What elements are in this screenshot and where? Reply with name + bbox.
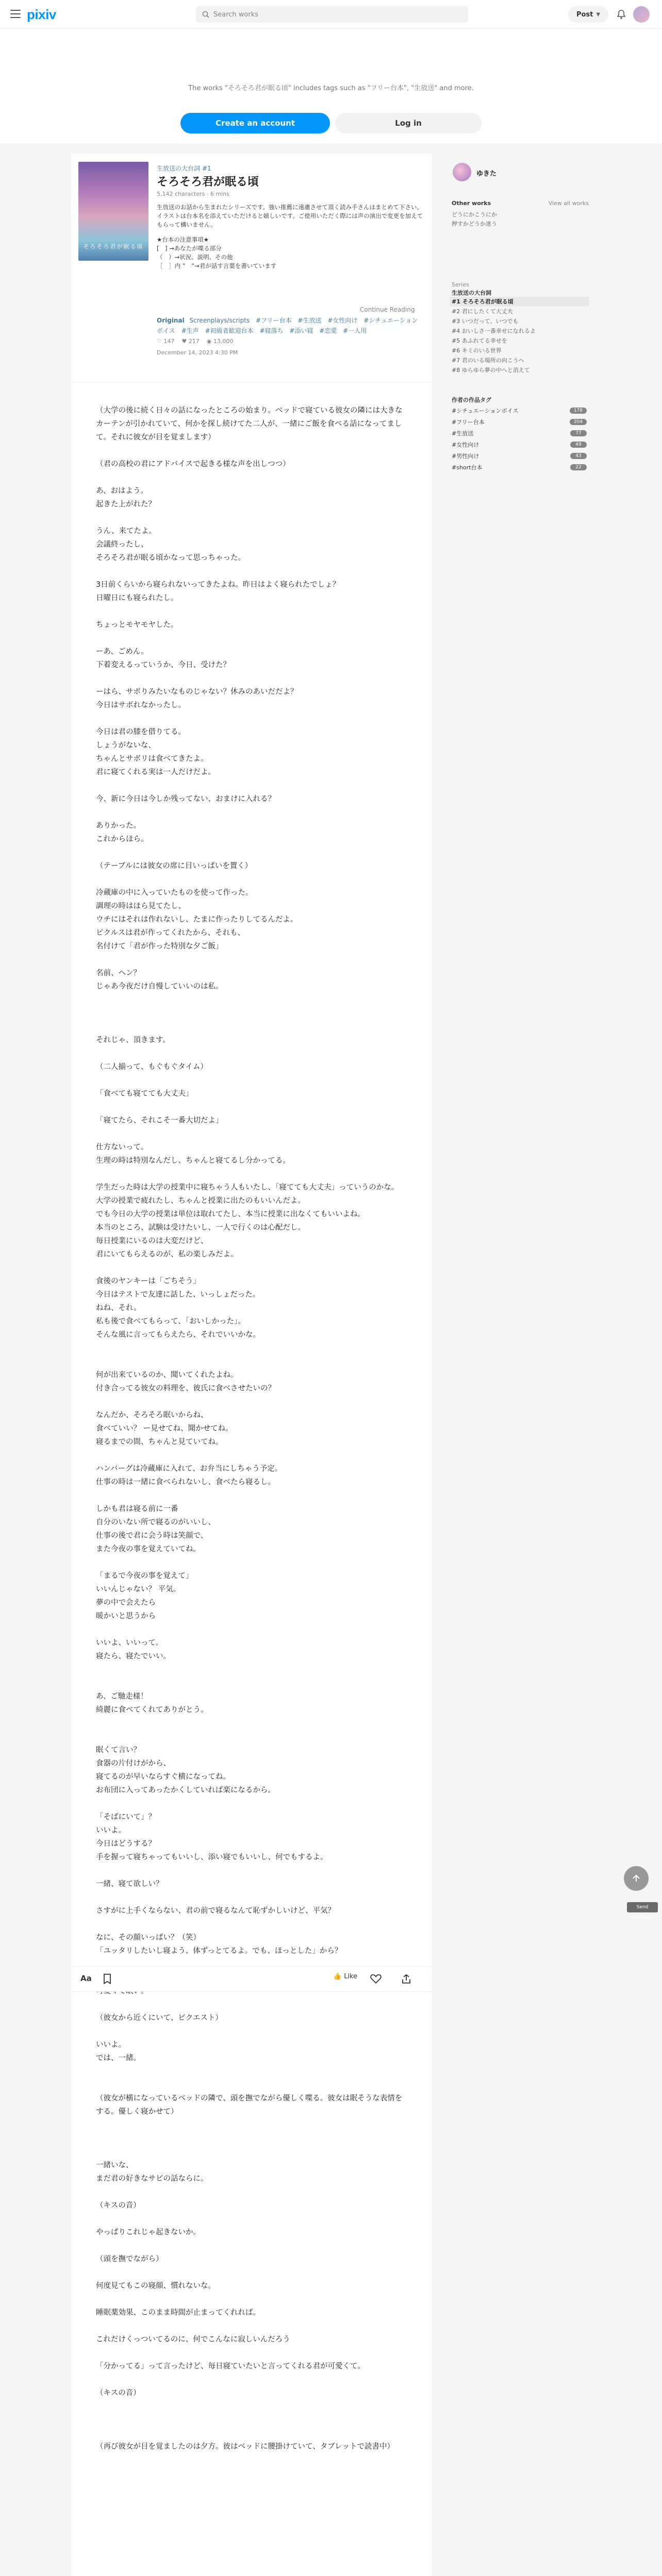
body-line: ハンバーグは冷蔵庫に入れて、お弁当にしちゃう予定。 xyxy=(96,1465,283,1473)
body-line: 今日はテストで友達に話した、いっしょだった。 xyxy=(96,1291,260,1299)
body-line xyxy=(96,2239,407,2252)
cover-image[interactable] xyxy=(78,162,148,261)
body-line: 今日はどうする？ xyxy=(96,1840,156,1848)
body-line: ちゃんとサボリは食べてきたよ。 xyxy=(96,755,208,763)
body-line: ーはら、サボりみたいなものじゃない？休みのあいだだよ？ xyxy=(96,688,298,696)
author-tag-name: #女性向け xyxy=(452,442,479,448)
body-line: 食べていい？ ー見せてね、聞かせてね。 xyxy=(96,1425,233,1433)
body-line: それじゃ、頂きます。 xyxy=(96,1036,170,1044)
author-tag-row[interactable] xyxy=(450,405,589,416)
body-line: （君の高校の君にアドバイスで起きる様な声を出しつつ） xyxy=(96,460,290,468)
author-tag-row[interactable] xyxy=(450,416,589,428)
other-work-link[interactable]: 押すかどうか迷う xyxy=(452,221,497,227)
chevron-down-icon: ▼ xyxy=(596,11,601,18)
view-count-value: 13,000 xyxy=(213,338,234,345)
body-line: いいよ、いいって。 xyxy=(96,1639,163,1647)
body-line xyxy=(96,1127,407,1141)
body-line xyxy=(96,511,407,524)
body-line xyxy=(96,873,407,886)
body-line: 食器の片付けがから、 xyxy=(96,1759,171,1768)
font-size-icon[interactable]: Aa xyxy=(80,1974,92,1983)
tag[interactable]: #シチュエーションボイス xyxy=(157,317,418,334)
tag[interactable]: Screenplays/scripts xyxy=(189,317,250,324)
episode-item[interactable]: #4 おいしさ一番幸せになれるよ xyxy=(452,328,536,334)
body-line: （彼女が横になっているベッドの隣で、頭を撫でながら優しく喋る。彼女は眠そうな表情をする。優しく寝かせて） xyxy=(96,2094,403,2116)
body-line: 仕事の時は一緒に食べられないし、食べたら寝るし。 xyxy=(96,1478,275,1486)
like-button[interactable] xyxy=(333,1973,357,1980)
post-label: Post xyxy=(576,10,593,19)
banner-text: The works "そろそろ君が眠る頃" includes tags such as "フリー台本", "生放送" and more. xyxy=(188,84,474,92)
body-line xyxy=(96,444,407,457)
search-icon xyxy=(202,11,209,18)
caption-line: ★台本の注意事項★ xyxy=(157,236,209,243)
body-line xyxy=(96,2346,407,2360)
body-line xyxy=(96,1717,407,1730)
author-tags-label: 作者の作品タグ xyxy=(452,397,491,403)
bell-icon[interactable] xyxy=(617,9,626,20)
body-line: 眠くて言い？ xyxy=(96,1746,141,1754)
body-line: ピクルスは君が作ってくれたから、それも、 xyxy=(96,929,245,937)
tag[interactable]: #寝落ち xyxy=(259,327,284,334)
tag-list xyxy=(157,315,424,336)
author-tag-row[interactable] xyxy=(450,439,589,450)
caption-line: [ ] →あなたが喋る部分 xyxy=(157,245,222,252)
body-line xyxy=(96,2293,407,2306)
body-line: 寝たら、寝たでいい。 xyxy=(96,1652,171,1660)
body-line xyxy=(96,2185,407,2199)
body-line: （彼女から近くにいて、ビクエスト） xyxy=(96,2014,223,2022)
body-line xyxy=(96,1676,407,1690)
author-tag-name: #short台本 xyxy=(452,464,483,471)
author-tag-name: #男性向け xyxy=(452,453,479,460)
body-line: （テーブルには彼女の席に目いっぱいを置く） xyxy=(96,862,253,870)
body-line: 何が出来ているのか、聞いてくれたよね。 xyxy=(96,1371,238,1379)
body-line: （頭を撫でながら） xyxy=(96,2255,163,2263)
body-line xyxy=(96,2119,407,2132)
caption-line: ［ ］内 ” ”→君が話す言葉を書いています xyxy=(157,262,277,269)
novel-body xyxy=(96,404,407,2453)
body-line: 何度見てもこの寝顔、慣れないな。 xyxy=(96,2282,216,2290)
body-line: 「食べても寝てても大丈夫」 xyxy=(96,1090,193,1098)
feedback-button[interactable]: Send feedback xyxy=(627,1902,658,1912)
view-count: ◉ 13,000 xyxy=(206,338,234,345)
body-line: ちょっとモヤモヤした。 xyxy=(96,621,178,629)
body-line xyxy=(96,1074,407,1087)
author-tag-list xyxy=(450,405,589,473)
body-line xyxy=(96,1864,407,1877)
body-line: 仕事の後で君に会う時は笑顔で、 xyxy=(96,1532,208,1540)
tag[interactable]: #生放送 xyxy=(297,317,322,324)
body-line: 学生だった時は大学の授業中に寝ちゃう人もいたし、「寝てても大丈夫」っていうのかな。 xyxy=(96,1183,399,1192)
body-line: 私も後で食べてもらって、「おいしかった」。 xyxy=(96,1317,245,1326)
create-account-button[interactable]: Create an account xyxy=(180,113,330,133)
author-name[interactable]: ゆきた xyxy=(476,170,497,178)
body-line: 君に寝てくれる実は一人だけだよ。 xyxy=(96,768,216,776)
body-line xyxy=(96,672,407,685)
body-line: 付き合ってる彼女の料理を、彼氏に食べさせたいの？ xyxy=(96,1384,275,1393)
episode-item[interactable]: #2 君にしたくて大丈夫 xyxy=(452,308,513,315)
author-tag-count: 77 xyxy=(570,430,587,436)
body-line xyxy=(96,712,407,725)
post-date: December 14, 2023 4:30 PM xyxy=(157,349,238,356)
body-line xyxy=(96,1167,407,1181)
body-line: 日曜日にも寝られたし。 xyxy=(96,594,178,602)
body-line: 暖かいと思うから xyxy=(96,1612,156,1620)
work-stats xyxy=(157,338,233,345)
episode-item[interactable]: #5 あふれてる幸せを xyxy=(452,337,507,344)
body-line xyxy=(96,2413,407,2427)
body-line xyxy=(96,1891,407,1904)
episode-item[interactable]: #7 君のいる場所の向こうへ xyxy=(452,357,524,364)
body-line xyxy=(96,779,407,792)
author-tag-count: 204 xyxy=(570,419,587,425)
body-line: 一緒、寝て欲しい？ xyxy=(96,1880,163,1888)
body-line xyxy=(96,993,407,1007)
body-line xyxy=(96,2065,407,2078)
body-line: 今日は君の膝を借りてる。 xyxy=(96,728,186,736)
body-line xyxy=(96,2078,407,2092)
body-line: （キスの音） xyxy=(96,2201,141,2210)
body-line: 「寝てたら、それこそ一番大切だよ」 xyxy=(96,1116,223,1125)
body-line: そんな風に言ってもらえたら、それでいいかな。 xyxy=(96,1331,260,1339)
body-line: （キスの音） xyxy=(96,2389,141,2397)
author-tag-row[interactable] xyxy=(450,450,589,462)
body-line: 冷蔵庫の中に入っていたものを使って作った。 xyxy=(96,889,253,897)
tag-original[interactable]: Original xyxy=(157,317,185,324)
body-line xyxy=(96,1261,407,1275)
body-line: 生理の時は特別なんだし、ちゃんと寝てるし分かってる。 xyxy=(96,1157,290,1165)
body-line xyxy=(96,1007,407,1020)
body-line: 名付けて「君が作った特別な夕ご飯」 xyxy=(96,942,223,951)
search-placeholder: Search works xyxy=(213,10,259,19)
body-line xyxy=(96,1918,407,1931)
episode-item[interactable]: #1 そろそろ君が眠る頃 xyxy=(450,297,589,307)
body-line: ーあ、ごめん。 xyxy=(96,648,148,656)
thumbs-up-icon: 👍 xyxy=(333,1973,342,1980)
body-line: 「まるで今夜の事を覚えて」 xyxy=(96,1572,193,1580)
body-line xyxy=(96,1556,407,1569)
body-line xyxy=(96,2373,407,2386)
view-all-link[interactable]: View all works xyxy=(548,200,589,207)
body-line: 睡眠薬効果、このまま時間が止まってくれれば。 xyxy=(96,2309,260,2317)
author-tag-name: #フリー台本 xyxy=(452,419,485,426)
body-line: では、一緒。 xyxy=(96,2054,141,2062)
episode-item[interactable]: #3 いつだって、いつでも xyxy=(452,318,519,325)
search-input[interactable] xyxy=(196,6,468,23)
cover-title: そろそろ君が眠る頃 xyxy=(83,243,144,250)
body-line xyxy=(96,2212,407,2226)
body-line: いいよ。 xyxy=(96,2041,126,2049)
pixiv-logo[interactable] xyxy=(27,5,56,24)
tag[interactable]: #女性向け xyxy=(327,317,358,324)
author-tag-row[interactable] xyxy=(450,428,589,439)
body-line: 食後のヤンキーは「ごちそう」 xyxy=(96,1277,201,1285)
body-line: お布団に入ってあったかくしていれば楽になるから。 xyxy=(96,1786,275,1794)
body-line xyxy=(96,2132,407,2145)
share-icon[interactable] xyxy=(401,1974,411,1984)
body-line xyxy=(96,1100,407,1114)
body-line xyxy=(96,2025,407,2038)
episode-item[interactable]: #8 ゆらゆら夢の中へと消えて xyxy=(452,367,530,374)
divider xyxy=(71,382,432,383)
body-line: 調理の時はほら見てたし、 xyxy=(96,902,186,910)
body-line: まだ君の好きなサビの話ならに。 xyxy=(96,2175,208,2183)
series-title[interactable]: 生放送の大台詞 xyxy=(452,290,491,296)
body-line xyxy=(96,806,407,819)
tag[interactable]: #恋愛 xyxy=(319,327,337,334)
like-label: Like xyxy=(344,1973,358,1980)
login-button[interactable]: Log in xyxy=(335,113,482,133)
heart-icon[interactable] xyxy=(370,1974,382,1984)
body-line: 3日前くらいから寝られないってきたよね。昨日はよく寝られたでしょ？ xyxy=(96,581,340,589)
body-line: しかも君は寝る前に一番 xyxy=(96,1505,178,1513)
user-avatar[interactable] xyxy=(633,6,650,23)
body-line: 今日はサボれなかったし。 xyxy=(96,701,186,709)
body-line: 名前、ヘン？ xyxy=(96,969,141,977)
body-line xyxy=(96,2427,407,2440)
continue-reading-link[interactable]: Continue Reading xyxy=(360,306,415,313)
author-tag-count: 178 xyxy=(570,408,587,414)
body-line: 一緒いな、 xyxy=(96,2161,134,2170)
body-line xyxy=(96,846,407,859)
post-button[interactable] xyxy=(568,6,608,23)
body-line: なんだか、そろそろ眠いからね、 xyxy=(96,1411,208,1419)
body-line: ありかった。 xyxy=(96,822,141,830)
other-works-label: Other works xyxy=(452,200,491,207)
author-tag-count: 49 xyxy=(570,442,587,448)
body-line: 寝るまでの間、ちゃんと見ていてね。 xyxy=(96,1438,223,1446)
body-line: 仕方ないって。 xyxy=(96,1143,148,1151)
caption-line: イラストは台本名を添えていただけると嬉しいです。ご使用いただく際には声の演出で変更を加えてもらって構いません。 xyxy=(157,212,423,228)
body-line: 本当のところ、試験は受けたいし、一人で行くのは心配だし。 xyxy=(96,1224,305,1232)
body-line: （大学の後に続く日々の話になったところの始まり。ベッドで寝ている彼女の隣には大きなカーテンが引かれていて、何かを探し続けてた二人が、一緒にご飯を食べる話になってまして。それに彼女が目を覚まします） xyxy=(96,406,403,442)
body-line: じゃあ今夜だけ自慢していいのは私。 xyxy=(96,982,223,991)
work-title: そろそろ君が眠る頃 xyxy=(157,176,259,189)
body-line xyxy=(96,1047,407,1060)
author-tag-name: #生放送 xyxy=(452,430,474,437)
body-line: 起きた上がれた？ xyxy=(96,500,156,509)
tag[interactable]: #一人用 xyxy=(343,327,367,334)
body-line: しょうがないな、 xyxy=(96,741,156,750)
body-line xyxy=(96,2400,407,2413)
body-line: でも今日の大学の授業は単位は取れてたし、本当に授業に出なくてもいいよね。 xyxy=(96,1210,365,1218)
author-tag-count: 22 xyxy=(570,464,587,470)
body-line xyxy=(96,1797,407,1810)
body-line: やっぱりこれじゃ起きないか。 xyxy=(96,2228,201,2236)
body-line xyxy=(96,605,407,618)
body-line: 手を握って寝ちゃってもいいし、添い寝でもいいし、何でもするよ。 xyxy=(96,1853,328,1861)
episode-item[interactable]: #6 キミのいる世界 xyxy=(452,347,502,354)
header xyxy=(0,0,662,29)
body-line xyxy=(96,2145,407,2159)
body-line xyxy=(96,1730,407,1743)
body-line xyxy=(96,1489,407,1502)
body-line: いいよ。 xyxy=(96,1826,126,1835)
body-line: 今、新に今日は今しか残ってない、おまけに入れる？ xyxy=(96,795,275,803)
body-line: 「分かってる」って言ったけど、毎日寝ていたいと言ってくれる君が可愛くて。 xyxy=(96,2362,365,2370)
menu-icon[interactable] xyxy=(10,10,21,18)
author-avatar[interactable] xyxy=(453,163,471,181)
body-line xyxy=(96,1449,407,1462)
body-line xyxy=(96,1623,407,1636)
body-line: また今夜の事を覚えていてね。 xyxy=(96,1545,201,1553)
body-line: 夢の中で会えたら xyxy=(96,1599,156,1607)
body-line: ねね、それ。 xyxy=(96,1304,141,1312)
body-line: うん、来てたよ。 xyxy=(96,527,156,535)
body-line: そろそろ君が眠る頃かなって思っちゃった。 xyxy=(96,554,245,562)
other-work-link[interactable]: どうにかこうにか xyxy=(452,211,497,218)
caption-line: 生放送のお話から生まれたシリーズです。強い推薦に遠慮させて頂く読み手さんはまとめて下さい。 xyxy=(157,204,423,211)
body-line: 毎日授業にいるのは大変だけど、 xyxy=(96,1237,208,1245)
body-line: （再び彼女が目を覚ましたのは夕方。彼はベッドに腰掛けていて、タブレットで読書中） xyxy=(96,2443,394,2451)
novel-card xyxy=(71,154,432,2576)
body-line: さすがに上手くならない、君の前で寝るなんて恥ずかしいけど、平気？ xyxy=(96,1907,335,1915)
tag[interactable]: #フリー台本 xyxy=(256,317,292,324)
like-count: ♡ 147 xyxy=(157,338,175,345)
body-line: これからほら。 xyxy=(96,835,148,843)
body-line: 会議終ったし、 xyxy=(96,540,148,549)
arrow-up-icon xyxy=(632,1874,641,1883)
body-line: 「ユッタリしたいし寝よう、体ずっとてるよ。でも、ほっとした」から？ xyxy=(96,1947,342,1955)
body-line: いいんじゃない？ 平気。 xyxy=(96,1585,181,1594)
body-line: 綺麗に食べてくれてありがとう。 xyxy=(96,1706,208,1714)
body-line: 自分のいない所で寝るのがいいし、 xyxy=(96,1518,216,1527)
signup-banner xyxy=(0,29,662,144)
author-tag-name: #シチュエーションボイス xyxy=(452,408,519,414)
body-line: あ、おはよう。 xyxy=(96,487,148,495)
tag[interactable]: #初級者歓迎台本 xyxy=(205,327,254,334)
work-caption xyxy=(157,203,424,270)
body-line xyxy=(96,565,407,578)
body-line xyxy=(96,471,407,484)
author-row[interactable] xyxy=(450,163,589,183)
body-line xyxy=(96,2319,407,2333)
caption-line: （ ）→状況、説明、その他 xyxy=(157,253,233,261)
body-line xyxy=(96,2266,407,2279)
bookmark-count-value: 217 xyxy=(188,338,200,345)
author-tag-count: 43 xyxy=(570,453,587,459)
work-meta: 5,142 characters · 6 mins xyxy=(157,191,229,197)
body-line: これだけくっついてるのに、何でこんなに寂しいんだろう xyxy=(96,2335,290,2344)
episode-list xyxy=(450,297,589,375)
body-line xyxy=(96,1020,407,1033)
body-line: （二人揃って、もぐもぐタイム） xyxy=(96,1063,208,1071)
body-line xyxy=(96,1998,407,2011)
tag[interactable]: #添い寝 xyxy=(289,327,313,334)
bookmark-icon[interactable] xyxy=(103,1974,111,1984)
body-line: 「そばにいて」？ xyxy=(96,1813,156,1821)
body-line xyxy=(96,1342,407,1355)
series-label: Series xyxy=(452,281,469,288)
logo-text: pixiv xyxy=(27,6,56,22)
body-line: あ、ご馳走様！ xyxy=(96,1692,148,1701)
body-line xyxy=(96,1355,407,1368)
body-line: なに、その顔いっぱい？（笑） xyxy=(96,1934,201,1942)
body-line: ウチにはそれは作れないし、たまに作ったりしてるんだよ。 xyxy=(96,916,298,924)
body-line: 君にいてもらえるのが、私の楽しみだよ。 xyxy=(96,1250,238,1259)
body-line: 大学の授業で疲れたし、ちゃんと授業に出たのもいいんだよ。 xyxy=(96,1197,305,1205)
caption-line xyxy=(157,229,424,235)
action-bar xyxy=(71,1966,432,1992)
author-tag-row[interactable] xyxy=(450,462,589,473)
bookmark-count: ♥ 217 xyxy=(181,338,200,345)
body-line xyxy=(96,1395,407,1409)
tag[interactable]: #生声 xyxy=(181,327,199,334)
body-line: 下着変えるっていうか、今日、受けた？ xyxy=(96,661,230,669)
scroll-to-top-button[interactable] xyxy=(624,1866,649,1891)
body-line xyxy=(96,632,407,645)
body-line: 寝てるのが早いならすぐ横になってね。 xyxy=(96,1773,230,1781)
series-link[interactable]: 生放送の大台詞 #1 xyxy=(157,165,211,172)
body-line xyxy=(96,1663,407,1676)
work-info xyxy=(71,154,432,382)
body-line xyxy=(96,953,407,967)
like-count-value: 147 xyxy=(163,338,175,345)
